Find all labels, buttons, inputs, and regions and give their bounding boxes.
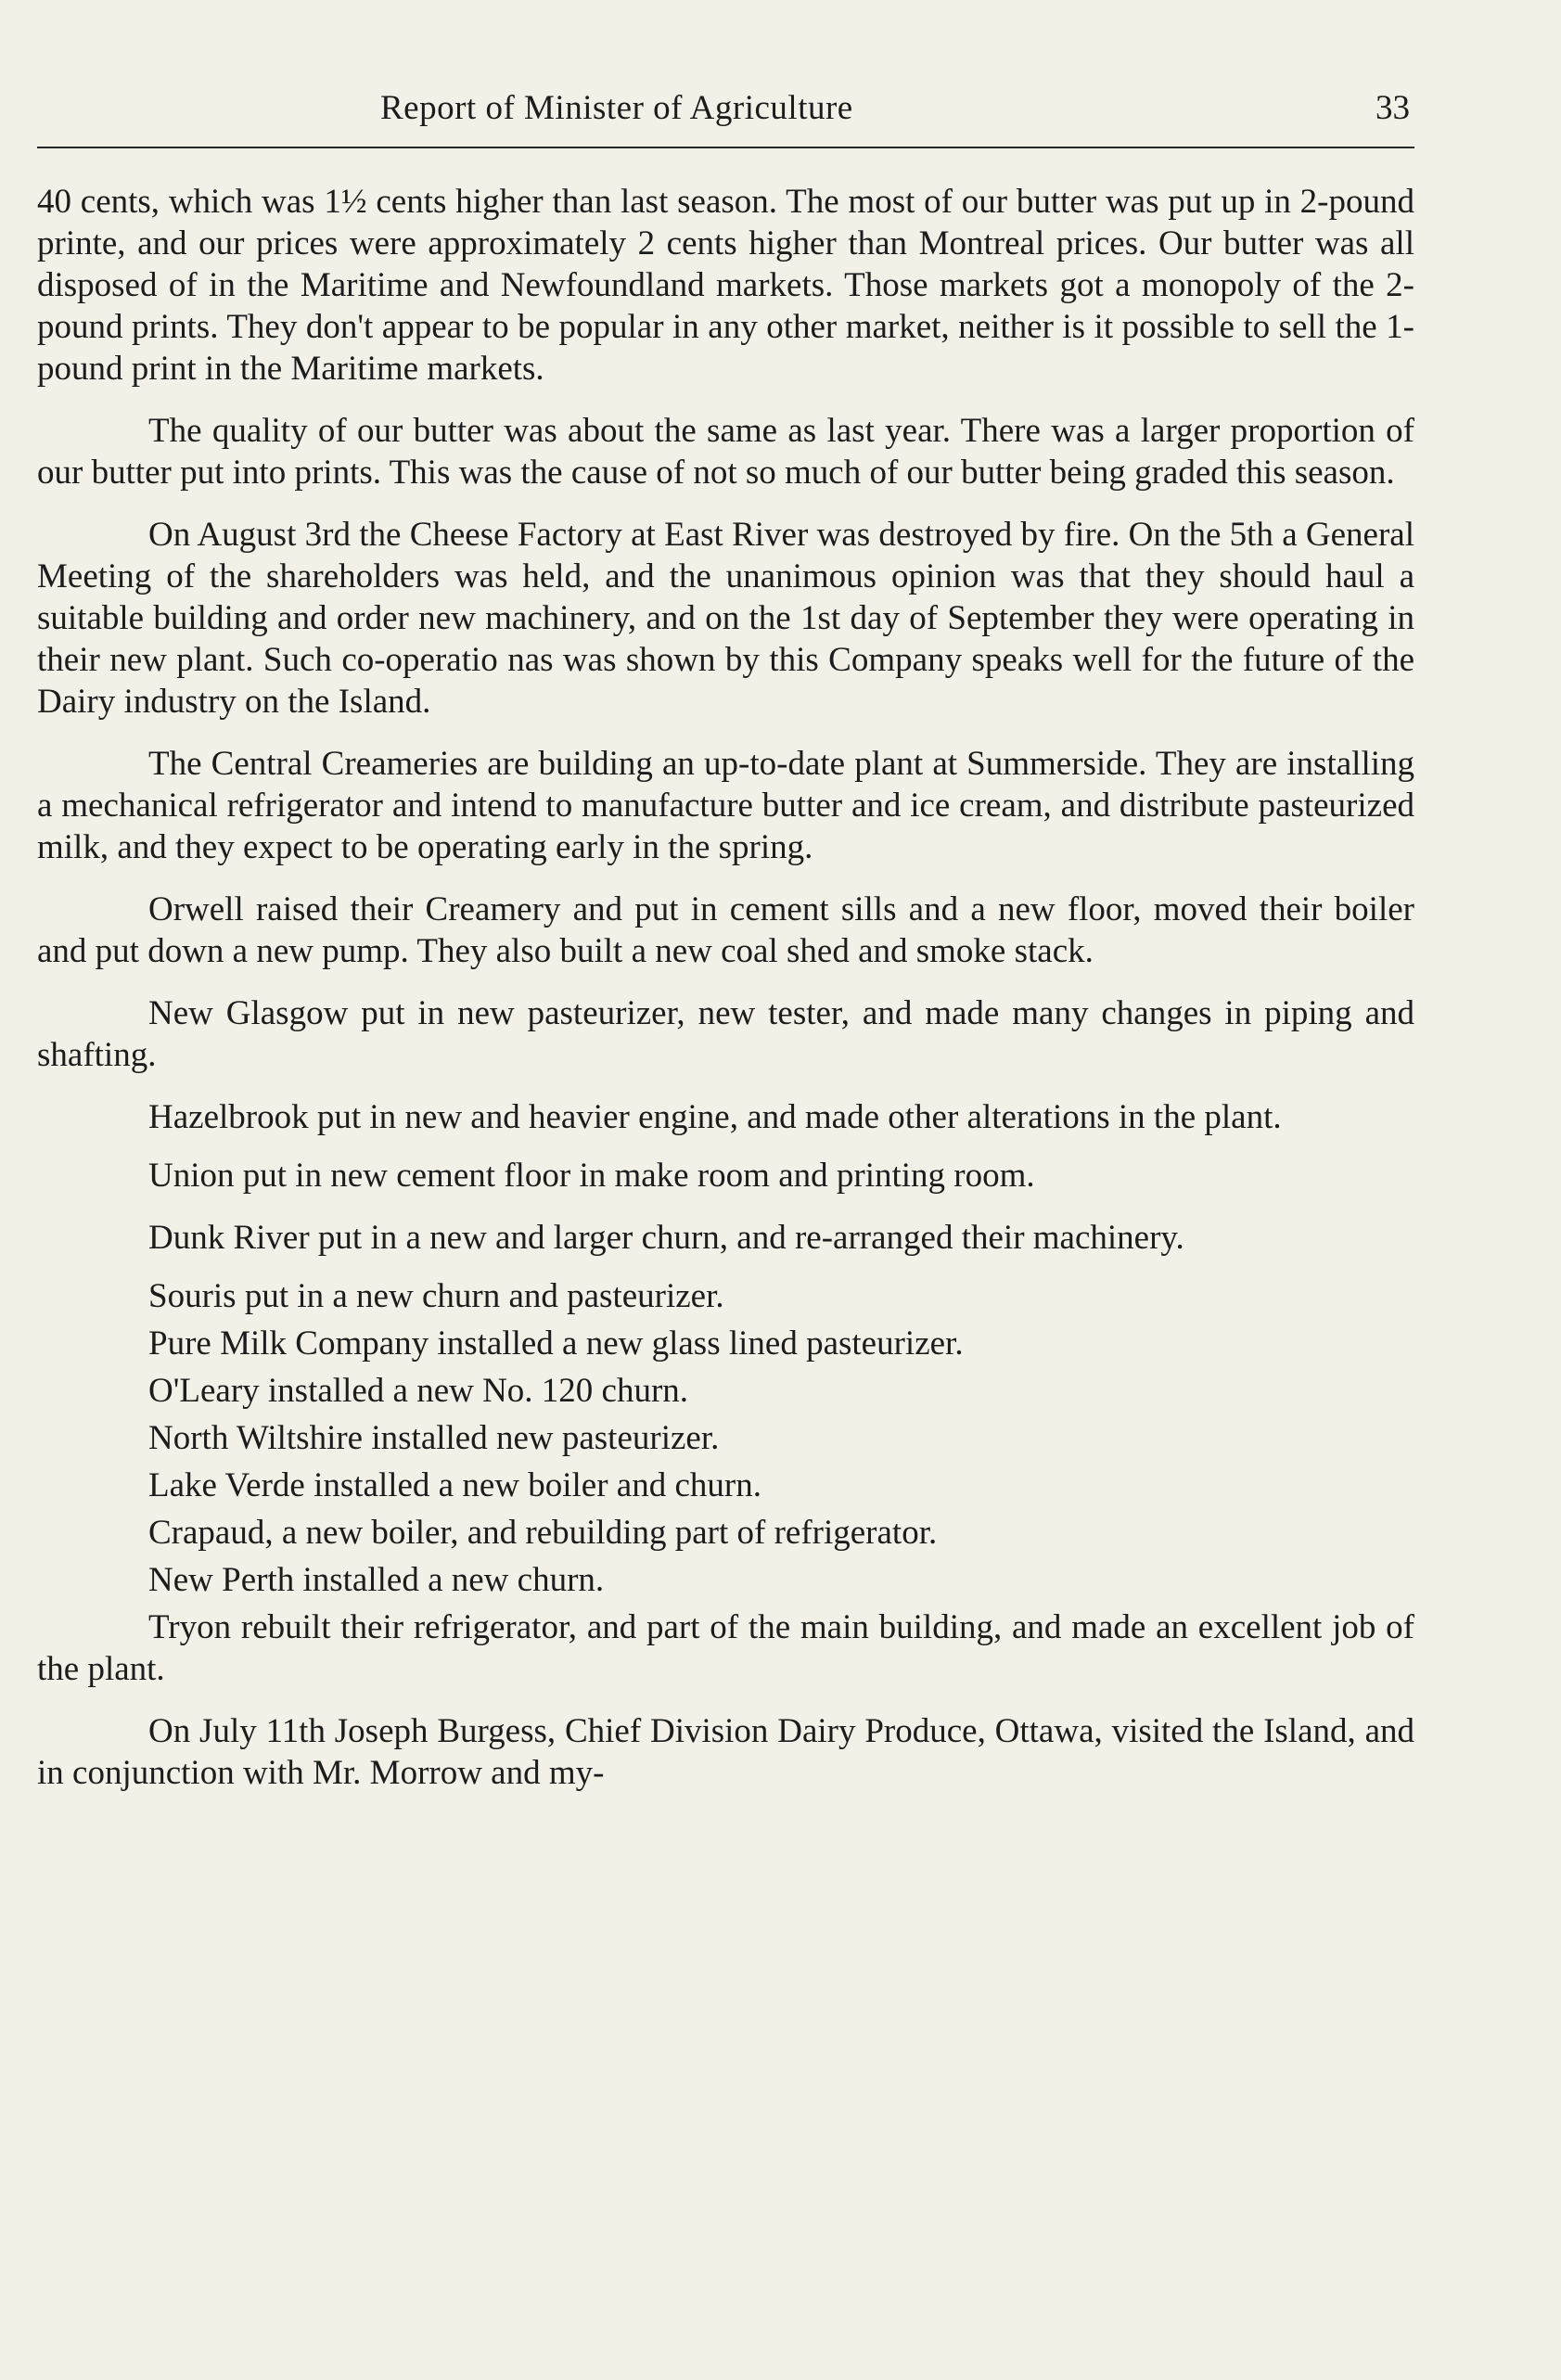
- paragraph-hazelbrook: Hazelbrook put in new and heavier engine, and made other alterations in the plant.: [148, 1098, 1282, 1136]
- paragraph-tryon: Tryon rebuilt their refrigerator, and part of the main building, and made an excellent job of the plant.: [37, 1608, 1414, 1688]
- list-item: Crapaud, a new boiler, and rebuilding part of refrigerator.: [148, 1514, 938, 1552]
- list-item: North Wiltshire installed new pasteurizer.: [148, 1419, 720, 1457]
- list-item: Lake Verde installed a new boiler and churn.: [148, 1466, 761, 1504]
- paragraph-butter-quality: The quality of our butter was about the same as last year. There was a larger proportion of our butter put into prints. This was the cause of not so much of our butter being graded this season.: [37, 412, 1414, 492]
- list-item: O'Leary installed a new No. 120 churn.: [148, 1372, 689, 1410]
- list-item: Souris put in a new churn and pasteurizer.: [148, 1277, 724, 1315]
- page-body: [37, 181, 1414, 1814]
- paragraph-east-river-fire: On August 3rd the Cheese Factory at East River was destroyed by fire. On the 5th a General Meeting of the shareholders was held, and the unanimous opinion was that they should haul a suitable building and order new machinery, and on the 1st day of September they were operating in their new plant. Such co-operatio nas was shown by this Company speaks well for the future of the Dairy industry on the Island.: [37, 516, 1414, 721]
- list-item: Pure Milk Company installed a new glass lined pasteurizer.: [148, 1324, 964, 1363]
- paragraph-central-creameries: The Central Creameries are building an up-to-date plant at Summerside. They are installing a mechanical refrigerator and intend to manufacture butter and ice cream, and distribute pasteurized milk, and they expect to be operating early in the spring.: [37, 745, 1414, 866]
- list-item: New Perth installed a new churn.: [148, 1561, 605, 1599]
- paragraph-joseph-burgess: On July 11th Joseph Burgess, Chief Division Dairy Produce, Ottawa, visited the Island, and in conjunction with Mr. Morrow and my-: [37, 1712, 1414, 1792]
- running-title: Report of Minister of Agriculture: [380, 89, 853, 127]
- header-rule: [37, 147, 1414, 148]
- paragraph-union: Union put in new cement floor in make room and printing room.: [148, 1157, 1035, 1195]
- paragraph-new-glasgow: New Glasgow put in new pasteurizer, new tester, and made many changes in piping and shafting.: [37, 994, 1414, 1074]
- page-header: [37, 88, 1410, 144]
- page-number: 33: [1375, 89, 1410, 127]
- paragraph-orwell: Orwell raised their Creamery and put in cement sills and a new floor, moved their boiler and put down a new pump. They also built a new coal shed and smoke stack.: [37, 890, 1414, 970]
- paragraph-butter-prices: 40 cents, which was 1½ cents higher than last season. The most of our butter was put up in 2-pound printe, and our prices were approximately 2 cents higher than Montreal prices. Our butter was all disposed of in the Maritime and Newfoundland markets. Those markets got a monopoly of the 2-pound prints. They don't appear to be popular in any other market, neither is it possible to sell the 1-pound print in the Maritime markets.: [37, 183, 1414, 388]
- paragraph-dunk-river: Dunk River put in a new and larger churn, and re-arranged their machinery.: [148, 1219, 1184, 1257]
